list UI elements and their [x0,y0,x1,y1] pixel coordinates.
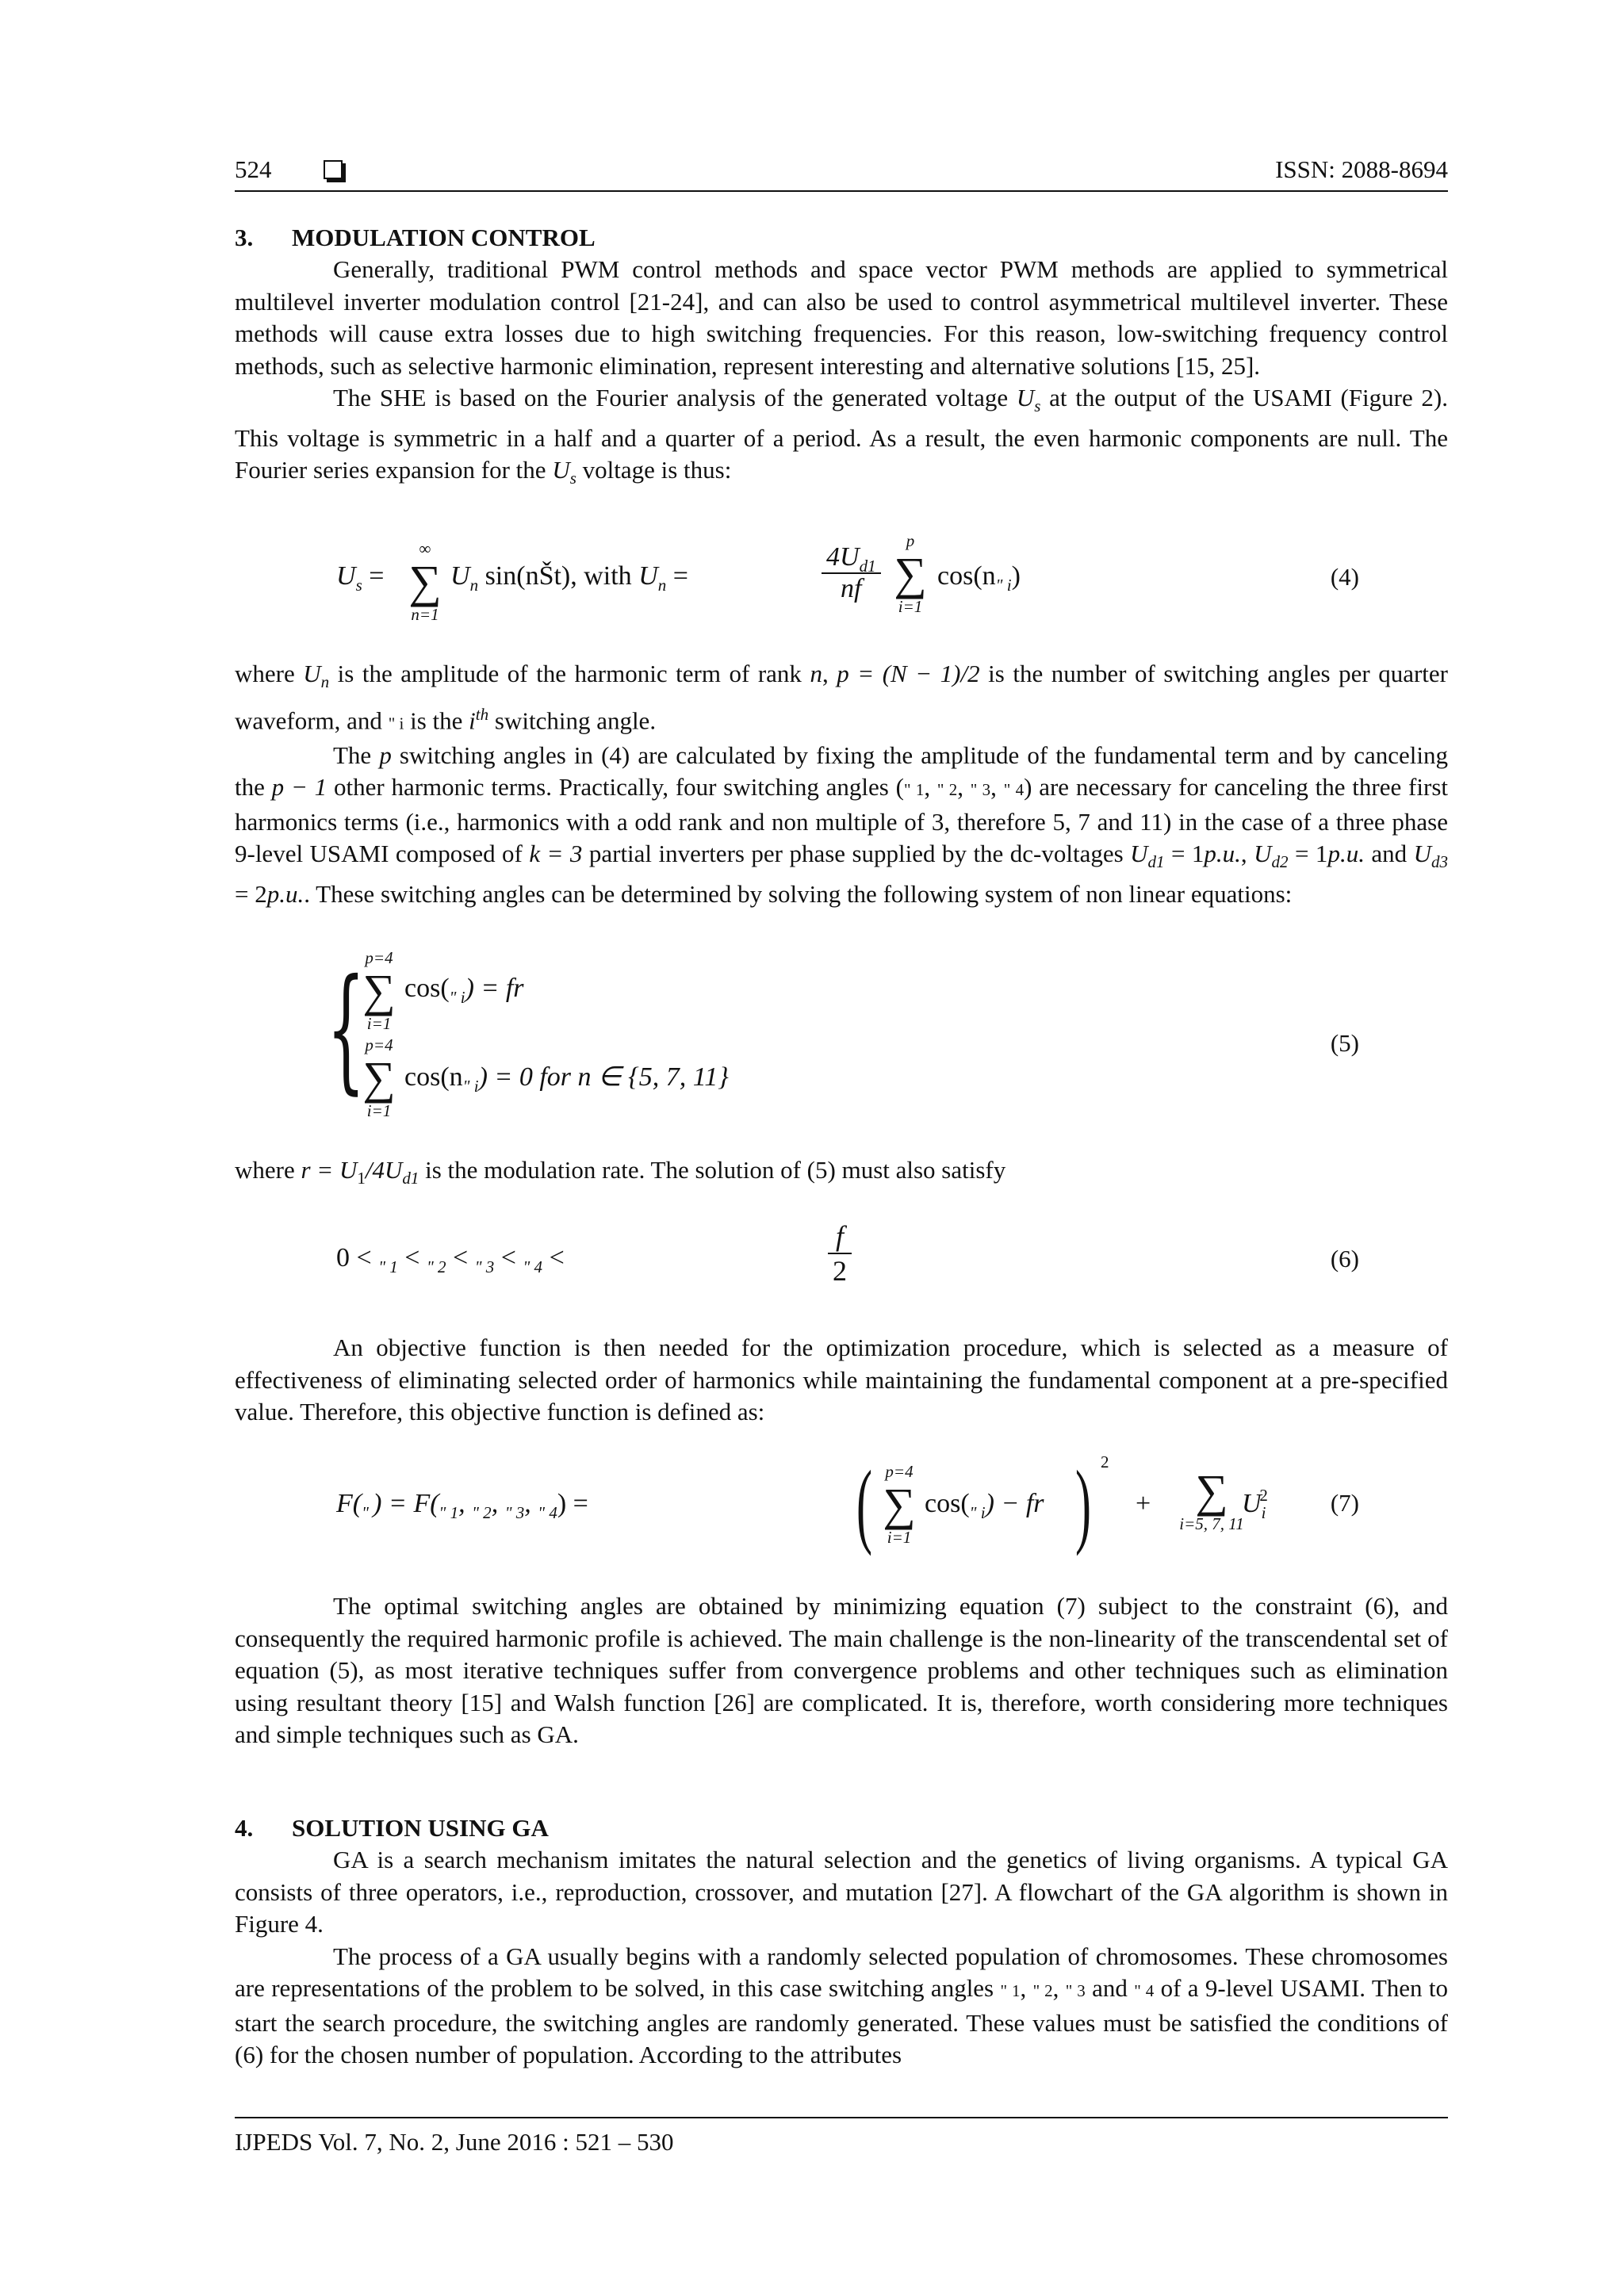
paragraph: The process of a GA usually begins with a randomly selected population of chromosomes. These chromosomes are representations of the problem to be solved, in this case switching angles " 1, " 2, " 3 and " 4 of a 9-level USAMI. Then to start the search procedure, the switching angles are randomly generated. These values must be satisfied the conditions of (6) for the chosen number of population. According to the attributes [235,1942,1449,2068]
paragraph-modulation-rate [235,1154,1448,1195]
paragraph: The optimal switching angles are obtained by minimizing equation (7) subject to the constraint (6), and consequently the required harmonic profile is achieved. The main challenge is the non-linearity of the transcendental set of equation (5), as most iterative techniques suffer from convergence problems and other techniques such as elimination using resultant theory [15] and Walsh function [26] are complicated. It is, therefore, worth considering more techniques and simple techniques such as GA. [235,1592,1448,1748]
issn: ISSN: 2088-8694 [1275,155,1448,183]
section-heading [235,222,1448,254]
header-rule [235,190,1448,192]
page-number: 524 [235,155,272,183]
section-title: MODULATION CONTROL [292,224,596,251]
section-number: 4. [235,1814,254,1842]
section-number: 3. [235,224,254,251]
section-3-mid [235,658,1448,910]
section-3-top [235,222,1448,495]
paragraph: where $U_n$ is the amplitude of the harmonic term of rank n, p = (N − 1)/2 is the number of switching angles per quarter waveform, and " i is the $i^{th}$ switching angle. [235,660,1449,735]
equation-7: $F(_"$ ) = $F(_{" 1}$, $_{" 2}$, $_{" 3}$, $_{" 4}$) = ( p=4 ∑ i=1 $\cos(_{" i})$ − fr ) 2 + ∑ i=5, 7, 11 $U_i^2$ (7) [336,1451,1359,1556]
equation-label: (4) [1330,563,1359,591]
equation-label: (6) [1330,1245,1359,1272]
page-footer: IJPEDS Vol. 7, No. 2, June 2016 : 521 – 530 [235,2128,674,2156]
paragraph: The p switching angles in (4) are calculated by fixing the amplitude of the fundamental term and by canceling the p − 1 other harmonic terms. Practically, four switching angles (" 1, " 2, " 3, " 4) are necessary for canceling the three first harmonics terms (i.e., harmonics with a odd rank and non multiple of 3, therefore 5, 7 and 11) in the case of a three phase 9-level USAMI composed of k = 3 partial inverters per phase supplied by the dc-voltages $U_{d1} = 1p.u$., $U_{d2} = 1p.u$. and $U_{d3} = 2p.u$.. These switching angles can be determined by solving the following system of non linear equations: [235,740,1448,908]
section-4 [235,1812,1448,2072]
equation-5: { p=4 ∑ i=1 $\cos(_{" i})$ = fr p=4 ∑ i=1 $\cos(n_{" i}) = 0$ for n ∈ {5, 7, 11} (5) [327,948,1359,1120]
equation-label: (7) [1330,1489,1359,1517]
equation-label: (5) [1330,1029,1359,1057]
equation-6: 0 < $_{" 1}$ < $_{" 2}$ < $_{" 3}$ < $_{" 4}$ < $\frac{f}{2}$ (6) [336,1220,1359,1287]
paragraph-optimal [235,1590,1448,1751]
section-title: SOLUTION USING GA [292,1814,549,1842]
equation-4: $U_s$ = ∞ ∑ n=1 $U_n$ sin(nŠt), with $U_n$ = $\frac{4U_{d1}}{nf}$ p ∑ i=1 $\cos(n_{" i})$ (4) [336,531,1359,624]
paragraph: An objective function is then needed for the optimization procedure, which is selected as a measure of effectiveness of eliminating selected order of harmonics while maintaining the fundamental component at a pre-specified value. Therefore, this objective function is defined as: [235,1334,1448,1425]
paragraph: GA is a search mechanism imitates the natural selection and the genetics of living organisms. A typical GA consists of three operators, i.e., reproduction, crossover, and mutation [27]. A flowchart of the GA algorithm is shown in Figure 4. [235,1846,1448,1938]
paragraph: The SHE is based on the Fourier analysis of the generated voltage $U_s$ at the output of the USAMI (Figure 2). This voltage is symmetric in a half and a quarter of a period. As a result, the even harmonic components are null. The Fourier series expansion for the $U_s$ voltage is thus: [235,384,1448,488]
footer-rule [235,2117,1448,2118]
section-heading [235,1812,1448,1844]
paragraph: Generally, traditional PWM control methods and space vector PWM methods are applied to symmetrical multilevel inverter modulation control [21-24], and can also be used to control asymmetrical multilevel inverter. These methods will cause extra losses due to high switching frequencies. For this reason, low-switching frequency control methods, such as selective harmonic elimination, represent interesting and alternative solutions [15, 25]. [235,255,1448,380]
paragraph-objective [235,1332,1448,1429]
paragraph: where $r = U_1/4U_{d1}$ is the modulation rate. The solution of (5) must also satisfy [235,1156,1006,1188]
page-header [235,155,1448,190]
box-icon [324,160,343,179]
